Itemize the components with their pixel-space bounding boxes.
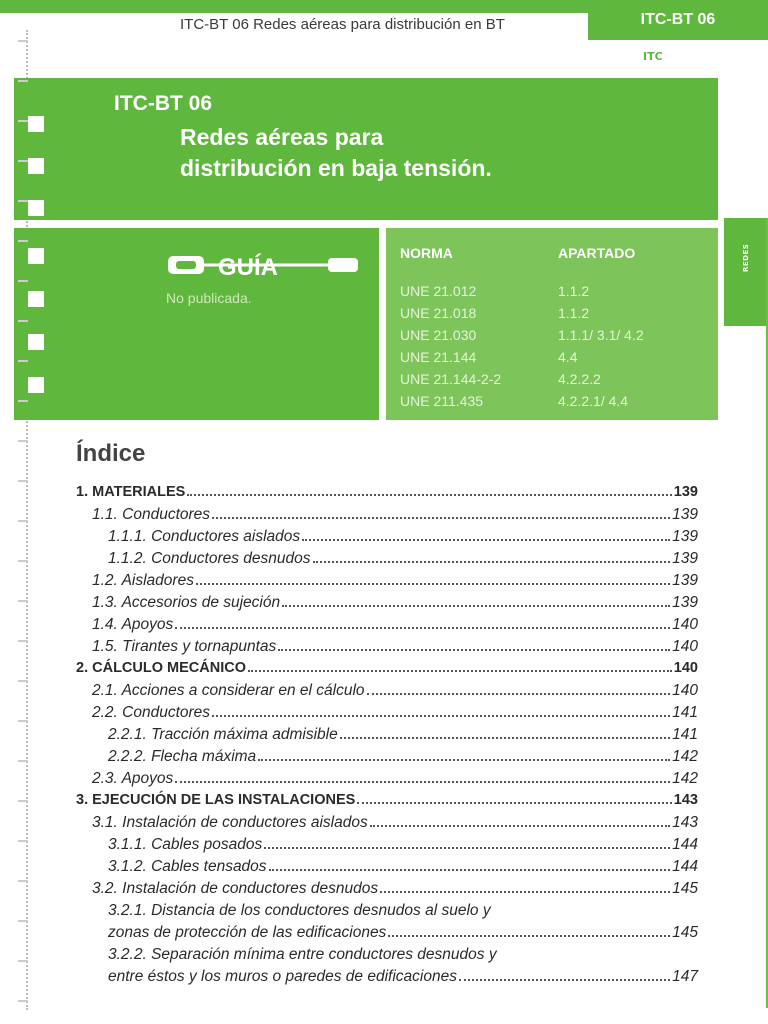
toc-page-number: 145 [672,924,698,941]
toc-page-number: 144 [672,836,698,853]
norma-cell: UNE 21.144-2-2 [400,371,502,387]
apartado-cell: 1.1.2 [558,305,590,321]
toc-entry [76,484,698,506]
table-row [386,327,718,349]
toc-entry [76,924,698,946]
toc-entry-label: 2.2.1. Tracción máxima admisible [108,726,338,743]
index-title: Índice [76,440,146,467]
table-row [386,393,718,415]
binding-tick [18,920,28,922]
binding-tick [18,600,28,602]
toc-leader [187,494,672,496]
toc-entry [76,572,698,594]
toc-entry [76,682,698,704]
binding-tick [18,1000,28,1002]
toc-page-number: 139 [672,550,698,567]
toc-entry-label: 3.1.2. Cables tensados [108,858,267,875]
binding-tick [18,360,28,362]
table-row [386,283,718,305]
toc-entry [76,726,698,748]
side-tab-label: REDES [742,243,750,272]
toc-leader [264,847,670,849]
toc-entry-label: 3. EJECUCIÓN DE LAS INSTALACIONES [76,792,356,808]
toc-page-number: 143 [673,792,698,808]
apartado-column-header: APARTADO [558,245,636,261]
toc-entry-label: 1.1.2. Conductores desnudos [108,550,311,567]
binding-tick [18,880,28,882]
binding-tick [18,560,28,562]
toc-entry [76,946,698,968]
binding-tick [18,760,28,762]
toc-entry [76,968,698,990]
binding-tick [18,960,28,962]
apartado-cell: 4.4 [558,349,578,365]
toc-leader [388,935,670,937]
toc-entry [76,594,698,616]
apartado-cell: 4.2.2.1/ 4.4 [558,393,629,409]
document-title [180,122,492,184]
toc-page-number: 142 [672,748,698,765]
toc-leader [370,825,670,827]
toc-entry-label: 1.3. Accesorios de sujeción [92,594,281,611]
toc-entry [76,704,698,726]
document-code: ITC-BT 06 [114,92,213,115]
binding-tick [18,840,28,842]
binding-tick [18,800,28,802]
toc-entry-label: 2.1. Acciones a considerar en el cálculo [92,682,365,699]
norma-cell: UNE 21.012 [400,283,477,299]
toc-leader [357,802,672,804]
binding-tick [18,200,28,202]
norma-cell: UNE 211.435 [400,393,484,409]
toc-leader [212,715,670,717]
toc-entry-label: 3.1.1. Cables posados [108,836,263,853]
toc-leader [313,561,671,563]
apartado-cell: 4.2.2.2 [558,371,601,387]
film-square-icon [28,291,44,307]
toc-entry-label: zonas de protección de las edificaciones [108,924,387,941]
binding-tick [18,320,28,322]
toc-entry-label: entre éstos y los muros o paredes de edificaciones [108,968,457,985]
toc-leader [302,539,670,541]
toc-page-number: 140 [672,638,698,655]
publisher-logo-icon: ITC [643,50,663,63]
toc-entry-label: 1. MATERIALES [76,484,186,500]
norma-cell: UNE 21.144 [400,349,477,365]
toc-entry [76,792,698,814]
film-square-icon [28,158,44,174]
toc-leader [282,605,670,607]
title-line-2: distribución en baja tensión. [180,155,492,181]
toc-page-number: 140 [672,682,698,699]
toc-leader [175,781,670,783]
toc-entry-label: 2. CÁLCULO MECÁNICO [76,660,246,676]
toc-page-number: 142 [672,770,698,787]
toc-page-number: 140 [673,660,698,676]
guide-block [14,228,379,420]
toc-entry [76,902,698,924]
toc-leader [212,517,670,519]
toc-entry-label: 1.4. Apoyos [92,616,174,633]
toc-entry [76,550,698,572]
toc-leader [269,869,671,871]
binding-tick [18,440,28,442]
binding-tick [18,80,28,82]
guide-label: GUÍA [218,254,278,280]
binding-tick [18,720,28,722]
toc-page-number: 140 [672,616,698,633]
binding-tick [18,520,28,522]
norma-column-header: NORMA [400,245,453,261]
section-side-tab [724,218,768,326]
toc-page-number: 144 [672,858,698,875]
toc-entry [76,770,698,792]
binding-tick [18,160,28,162]
toc-page-number: 139 [672,572,698,589]
toc-leader [175,627,670,629]
table-row [386,371,718,393]
toc-page-number: 145 [672,880,698,897]
guide-status: No publicada. [166,290,252,306]
binding-tick [18,400,28,402]
table-of-contents [76,484,698,990]
toc-entry-label: 3.2. Instalación de conductores desnudos [92,880,379,897]
toc-entry-label: 2.2.2. Flecha máxima [108,748,257,765]
toc-entry-label: 1.1. Conductores [92,506,211,523]
toc-leader [278,649,670,651]
toc-entry-label: 2.2. Conductores [92,704,211,721]
apartado-cell: 1.1.1/ 3.1/ 4.2 [558,327,644,343]
running-title: ITC-BT 06 Redes aéreas para distribución en BT [180,16,505,33]
toc-entry [76,814,698,836]
toc-entry [76,836,698,858]
toc-leader [459,979,670,981]
film-square-icon [28,334,44,350]
norma-table [386,228,718,420]
film-square-icon [28,116,44,132]
film-square-icon [28,248,44,264]
toc-entry-label: 1.1.1. Conductores aislados [108,528,301,545]
table-row [386,349,718,371]
apartado-cell: 1.1.2 [558,283,590,299]
binding-tick [18,680,28,682]
norma-cell: UNE 21.030 [400,327,477,343]
guide-logo-icon [166,250,366,280]
toc-entry-label: 1.2. Aisladores [92,572,194,589]
toc-entry [76,748,698,770]
toc-leader [380,891,670,893]
toc-page-number: 147 [672,968,698,985]
toc-entry-label: 3.1. Instalación de conductores aislados [92,814,368,831]
film-square-icon [28,377,44,393]
toc-entry-label: 1.5. Tirantes y tornapuntas [92,638,277,655]
toc-entry [76,506,698,528]
toc-page-number: 139 [673,484,698,500]
toc-page-number: 139 [672,528,698,545]
title-line-1: Redes aéreas para [180,124,384,150]
toc-leader [196,583,670,585]
toc-leader [340,737,670,739]
toc-entry [76,858,698,880]
toc-entry-label: 3.2.2. Separación mínima entre conductores desnudos y [108,946,497,963]
toc-leader [248,670,672,672]
toc-entry [76,880,698,902]
toc-entry [76,616,698,638]
toc-entry [76,528,698,550]
toc-page-number: 139 [672,594,698,611]
header-tab: ITC-BT 06 [588,0,768,40]
toc-page-number: 141 [672,704,698,721]
binding-tick [18,280,28,282]
title-block [14,78,718,220]
toc-entry [76,660,698,682]
binding-tick [18,120,28,122]
toc-leader [258,759,670,761]
toc-entry [76,638,698,660]
binding-tick [18,240,28,242]
toc-entry-label: 2.3. Apoyos [92,770,174,787]
toc-page-number: 139 [672,506,698,523]
toc-leader [367,693,671,695]
norma-cell: UNE 21.018 [400,305,477,321]
binding-tick [18,640,28,642]
film-square-icon [28,200,44,216]
binding-tick [18,480,28,482]
toc-page-number: 143 [672,814,698,831]
binding-tick [18,40,28,42]
toc-page-number: 141 [672,726,698,743]
table-row [386,305,718,327]
toc-entry-label: 3.2.1. Distancia de los conductores desnudos al suelo y [108,902,491,919]
